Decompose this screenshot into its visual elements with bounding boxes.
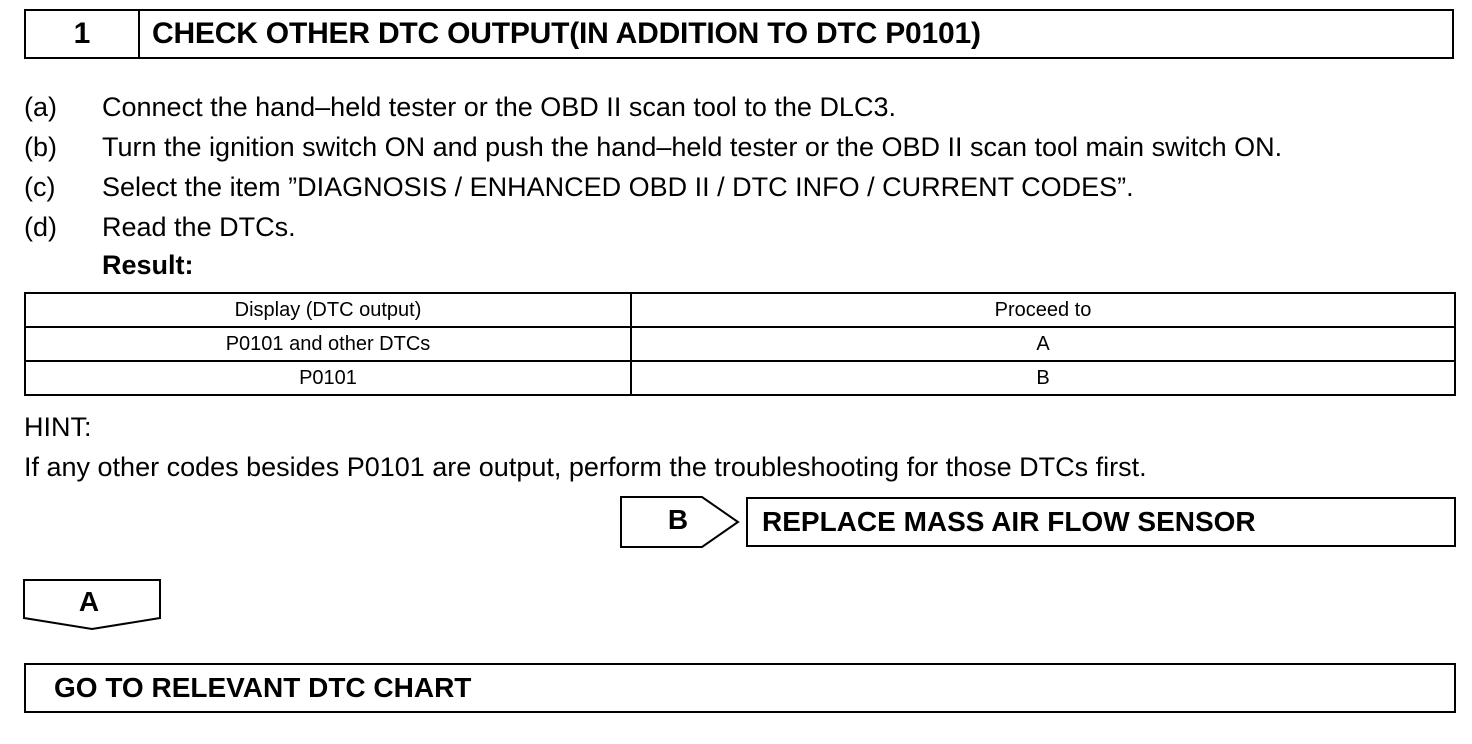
instruction-list (24, 87, 1282, 247)
step-number: 1 (26, 11, 140, 57)
instruction-letter: (c) (24, 171, 56, 202)
instruction-item (24, 167, 1282, 207)
instruction-text: Select the item ”DIAGNOSIS / ENHANCED OBD II / DTC INFO / CURRENT CODES”. (102, 171, 1134, 202)
instruction-letter: (a) (24, 91, 57, 122)
instruction-item (24, 207, 1282, 247)
instruction-letter: (d) (24, 211, 57, 242)
table-cell: B (631, 361, 1455, 395)
branch-a-action: GO TO RELEVANT DTC CHART (24, 663, 1456, 713)
instruction-text: Read the DTCs. (102, 211, 296, 242)
instruction-item (24, 87, 1282, 127)
step-title: CHECK OTHER DTC OUTPUT(IN ADDITION TO DTC P0101) (152, 17, 981, 50)
table-row (25, 327, 1455, 361)
table-cell: P0101 (25, 361, 631, 395)
result-table (24, 292, 1456, 396)
table-header-cell: Proceed to (631, 293, 1455, 327)
branch-a-label: A (78, 586, 100, 617)
instruction-text: Connect the hand–held tester or the OBD II scan tool to the DLC3. (102, 91, 896, 122)
hint-label: HINT: (24, 412, 92, 442)
instruction-item (24, 127, 1282, 167)
table-row (25, 361, 1455, 395)
hint-text: If any other codes besides P0101 are output, perform the troubleshooting for those DTCs first. (24, 452, 1147, 482)
branch-b-label: B (667, 504, 689, 535)
table-header-cell: Display (DTC output) (25, 293, 631, 327)
instruction-letter: (b) (24, 131, 57, 162)
table-cell: P0101 and other DTCs (25, 327, 631, 361)
instruction-text: Turn the ignition switch ON and push the hand–held tester or the OBD II scan tool main switch ON. (102, 131, 1283, 162)
result-label: Result: (102, 249, 194, 280)
branch-b-action: REPLACE MASS AIR FLOW SENSOR (746, 497, 1456, 547)
step-header (24, 9, 1454, 59)
table-cell: A (631, 327, 1455, 361)
table-header-row (25, 293, 1455, 327)
